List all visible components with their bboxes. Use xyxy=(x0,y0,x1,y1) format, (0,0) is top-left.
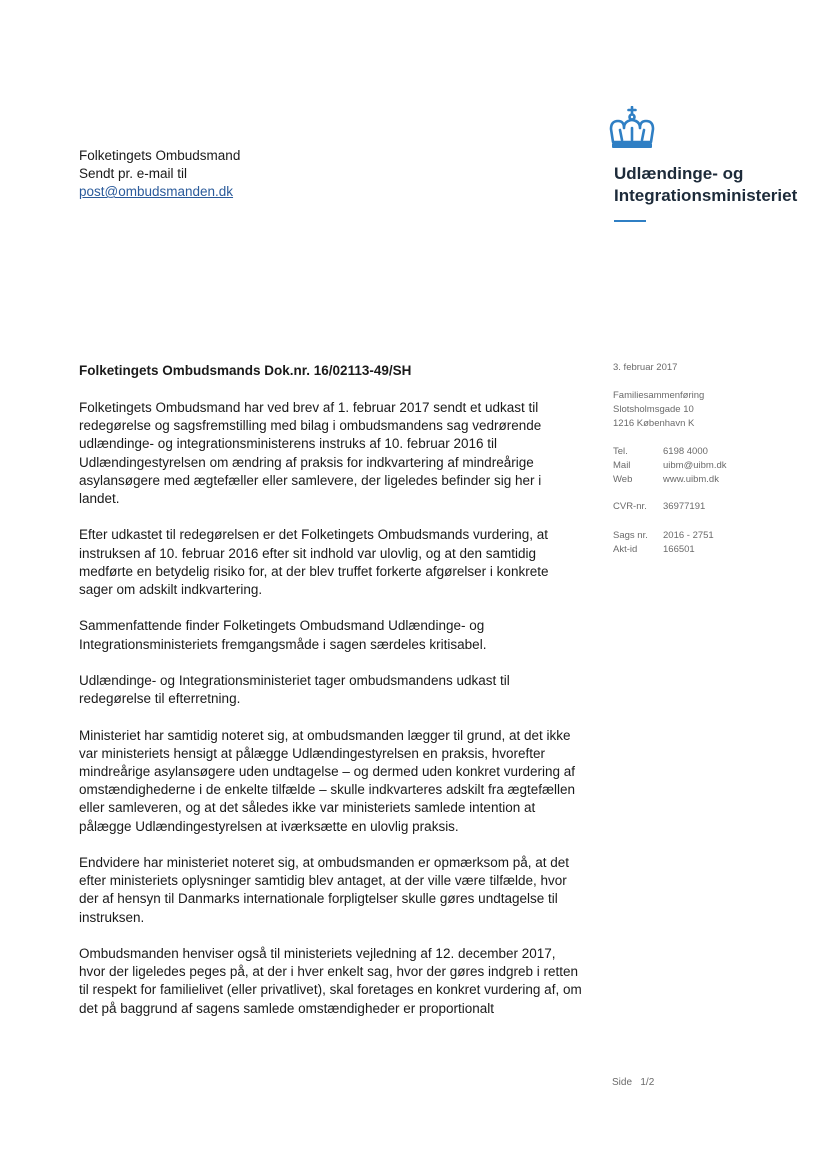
contact-mail-row xyxy=(613,459,727,473)
sender-city: 1216 København K xyxy=(613,418,695,429)
ministry-name-line1: Udlændinge- og xyxy=(614,164,744,183)
cvr-label: CVR-nr. xyxy=(613,501,647,512)
document-id-label: Akt-id xyxy=(613,544,638,555)
case-number-label: Sags nr. xyxy=(613,530,648,541)
body-paragraph-2: Efter udkastet til redegørelsen er det Folketingets Ombudsmands vurdering, at instruksen af 10. februar 2016 efter sit indhold var ulovlig, og at den samtidig medførte en betydelig risiko for, at der blev truffet forkerte afgørelser i konkrete sager om adskilt indkvartering. xyxy=(79,527,549,598)
crown-icon xyxy=(607,106,657,150)
body-paragraph-4: Udlændinge- og Integrationsministeriet tager ombudsmandens udkast til redegørelse til efterretning. xyxy=(79,673,510,707)
letter-subject: Folketingets Ombudsmands Dok.nr. 16/02113-49/SH xyxy=(79,363,412,378)
sender-street: Slotsholmsgade 10 xyxy=(613,404,694,415)
case-block xyxy=(613,529,714,557)
page-value: 1/2 xyxy=(640,1077,655,1088)
case-number-row xyxy=(613,529,714,543)
web-label: Web xyxy=(613,474,633,485)
body-paragraph-7: Ombudsmanden henviser også til ministeriets vejledning af 12. december 2017, hvor der ligeledes peges på, at der i hver enkelt sag, hvor der gøres indgreb i retten til respekt for familielivet (eller privatlivet), skal foretages en konkret vurdering af, om det på baggrund af sagens samlede omstændigheder er proportionalt xyxy=(79,946,582,1016)
ministry-name-line2: Integrationsministeriet xyxy=(614,186,798,205)
body-paragraph-3: Sammenfattende finder Folketingets Ombudsmand Udlændinge- og Integrationsministeriets fremgangsmåde i sagen særdeles kritisabel. xyxy=(79,618,487,652)
sender-department: Familiesammenføring xyxy=(613,390,705,401)
case-number-value: 2016 - 2751 xyxy=(663,530,714,541)
recipient-delivery-note: Sendt pr. e-mail til xyxy=(79,166,188,181)
body-paragraph-6: Endvidere har ministeriet noteret sig, at ombudsmanden er opmærksom på, at det efter ministeriets oplysninger samtidig blev antaget, at der ville være tilfælde, hvor der af hensyn til Danmarks internationale forpligtelser skulle gøres undtagelse til instruksen. xyxy=(79,855,569,925)
accent-rule xyxy=(614,220,646,222)
page-label: Side xyxy=(612,1077,633,1088)
recipient-address xyxy=(79,147,240,201)
cvr-block xyxy=(613,500,705,514)
recipient-name: Folketingets Ombudsmand xyxy=(79,148,241,163)
tel-label: Tel. xyxy=(613,446,628,457)
sender-address xyxy=(613,389,704,431)
body-paragraph-1: Folketingets Ombudsmand har ved brev af 1. februar 2017 sendt et udkast til redegørelse og sagsfremstilling med bilag i ombudsmandens sag vedrørende udlændinge- og integrationsministerens instruks af 10. februar 2016 til Udlændingestyrelsen om ændring af praksis for indkvartering af mindreårige asylansøgere med ægtefæller eller samlevere, der ligeledes befinder sig her i landet. xyxy=(79,400,542,507)
document-id-value: 166501 xyxy=(663,544,695,555)
contact-block xyxy=(613,445,727,487)
letter-body xyxy=(79,399,584,1036)
letter-date: 3. februar 2017 xyxy=(613,362,678,373)
contact-web-row xyxy=(613,473,727,487)
mail-label: Mail xyxy=(613,460,631,471)
cvr-value: 36977191 xyxy=(663,501,706,512)
document-id-row xyxy=(613,543,714,557)
cvr-row xyxy=(613,500,705,514)
web-value: www.uibm.dk xyxy=(663,474,719,485)
contact-tel-row xyxy=(613,445,727,459)
ministry-name xyxy=(614,163,797,207)
recipient-email-link[interactable]: post@ombudsmanden.dk xyxy=(79,184,234,199)
mail-value: uibm@uibm.dk xyxy=(663,460,727,471)
tel-value: 6198 4000 xyxy=(663,446,708,457)
page-number xyxy=(612,1077,654,1088)
body-paragraph-5: Ministeriet har samtidig noteret sig, at ombudsmanden lægger til grund, at det ikke var ministeriets hensigt at pålægge Udlændingestyrelsen en praksis, hvorefter mindreårige asylansøgere uden undtagelse – og dermed uden konkret vurdering af omstændighederne i de enkelte tilfælde – skulle indkvarteres adskilt fra ægtefællen eller samleveren, og at det således ikke var ministeriets samlede intention at pålægge Udlændingestyrelsen at iværksætte en ulovlig praksis. xyxy=(79,727,576,834)
